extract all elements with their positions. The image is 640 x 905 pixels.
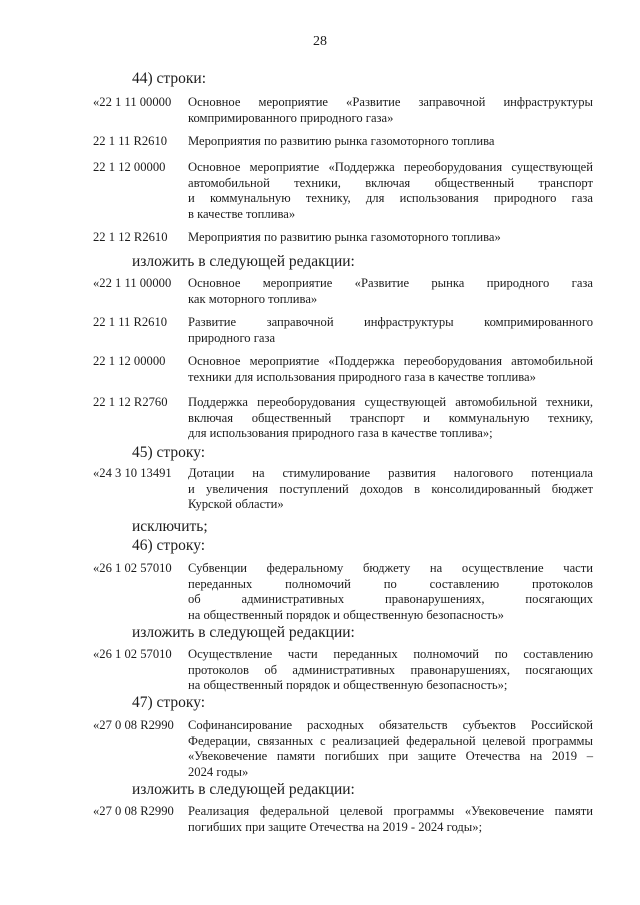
- row-description: [188, 395, 593, 442]
- row-line: на общественный порядок и общественную безопасность»;: [188, 678, 508, 693]
- row-code: 22 1 12 00000: [93, 160, 166, 174]
- row-code: «24 3 10 13491: [93, 466, 172, 480]
- row-code: 22 1 12 00000: [93, 354, 166, 368]
- section-heading-47-redaction: изложить в следующей редакции:: [132, 781, 355, 798]
- row-line: Федерации, связанных с реализацией федеральной целевой программы: [188, 733, 593, 748]
- row-line: для использования природного газа в качестве топлива»;: [188, 426, 493, 441]
- row-line: переданных полномочий по составлению протоколов: [188, 576, 593, 591]
- row-line: протоколов об административных правонарушениях, посягающих: [188, 662, 593, 677]
- row-line: и увеличения поступлений доходов в консолидированный бюджет: [188, 481, 593, 496]
- row-line: 2024 годы»: [188, 764, 249, 779]
- row-line: Реализация федеральной целевой программы «Увековечение памяти: [188, 804, 593, 818]
- row-description: [188, 95, 593, 126]
- section-heading-46-redaction: изложить в следующей редакции:: [132, 624, 355, 641]
- row-line: природного газа: [188, 330, 276, 345]
- row-description: [188, 276, 593, 307]
- row-line: автомобильной техники, включая общественный транспорт: [188, 175, 593, 190]
- row-line: включая общественный транспорт и коммунальную технику,: [188, 410, 593, 425]
- row-line: погибших при защите Отечества на 2019 - 2024 годы»;: [188, 819, 483, 834]
- row-description: [188, 466, 593, 513]
- row-description: [188, 230, 593, 246]
- row-line: Курской области»: [188, 497, 284, 512]
- section-heading-46: 46) строку:: [132, 537, 206, 554]
- row-code: «26 1 02 57010: [93, 561, 172, 575]
- row-line: Поддержка переоборудования существующей автомобильной техники,: [188, 395, 593, 409]
- row-description: [188, 647, 593, 694]
- row-line: техники для использования природного газа в качестве топлива»: [188, 369, 536, 384]
- row-description: [188, 134, 593, 150]
- row-description: [188, 354, 593, 385]
- row-code: «26 1 02 57010: [93, 647, 172, 661]
- row-line: об административных правонарушениях, посягающих: [188, 592, 593, 607]
- row-line: Основное мероприятие «Развитие рынка природного газа: [188, 276, 593, 290]
- row-code: «22 1 11 00000: [93, 276, 172, 290]
- row-line: Мероприятия по развитию рынка газомоторного топлива: [188, 134, 495, 148]
- page-number: 28: [313, 34, 327, 49]
- row-code: 22 1 11 R2610: [93, 134, 168, 148]
- row-line: «Увековечение памяти погибших при защите Отечества на 2019 –: [188, 749, 593, 764]
- section-heading-45: 45) строку:: [132, 444, 206, 461]
- row-description: [188, 561, 593, 623]
- row-description: [188, 160, 593, 222]
- row-line: на общественный порядок и общественную безопасность»: [188, 607, 504, 622]
- row-description: [188, 315, 593, 346]
- row-line: и коммунальную технику, для использования природного газа: [188, 191, 593, 206]
- row-code: 22 1 11 R2610: [93, 315, 168, 329]
- row-code: «27 0 08 R2990: [93, 804, 174, 818]
- row-line: Субвенции федеральному бюджету на осуществление части: [188, 561, 593, 575]
- row-line: Основное мероприятие «Развитие заправочной инфраструктуры: [188, 95, 593, 109]
- row-code: 22 1 12 R2760: [93, 395, 168, 409]
- row-line: компримированного природного газа»: [188, 110, 394, 125]
- section-heading-44-redaction: изложить в следующей редакции:: [132, 253, 355, 270]
- row-line: Осуществление части переданных полномочий по составлению: [188, 647, 593, 661]
- row-line: Дотации на стимулирование развития налогового потенциала: [188, 466, 593, 480]
- section-heading-47: 47) строку:: [132, 694, 206, 711]
- row-line: как моторного топлива»: [188, 291, 318, 306]
- row-line: Основное мероприятие «Поддержка переоборудования существующей: [188, 160, 593, 174]
- row-code: «27 0 08 R2990: [93, 718, 174, 732]
- row-description: [188, 718, 593, 780]
- row-line: Мероприятия по развитию рынка газомоторного топлива»: [188, 230, 501, 244]
- row-line: Софинансирование расходных обязательств субъектов Российской: [188, 718, 593, 732]
- section-heading-45-exclude: исключить;: [132, 518, 208, 535]
- row-line: Основное мероприятие «Поддержка переоборудования автомобильной: [188, 354, 593, 368]
- row-line: Развитие заправочной инфраструктуры компримированного: [188, 315, 593, 329]
- row-description: [188, 804, 593, 835]
- row-line: в качестве топлива»: [188, 206, 296, 221]
- row-code: «22 1 11 00000: [93, 95, 172, 109]
- section-heading-44: 44) строки:: [132, 70, 207, 87]
- row-code: 22 1 12 R2610: [93, 230, 168, 244]
